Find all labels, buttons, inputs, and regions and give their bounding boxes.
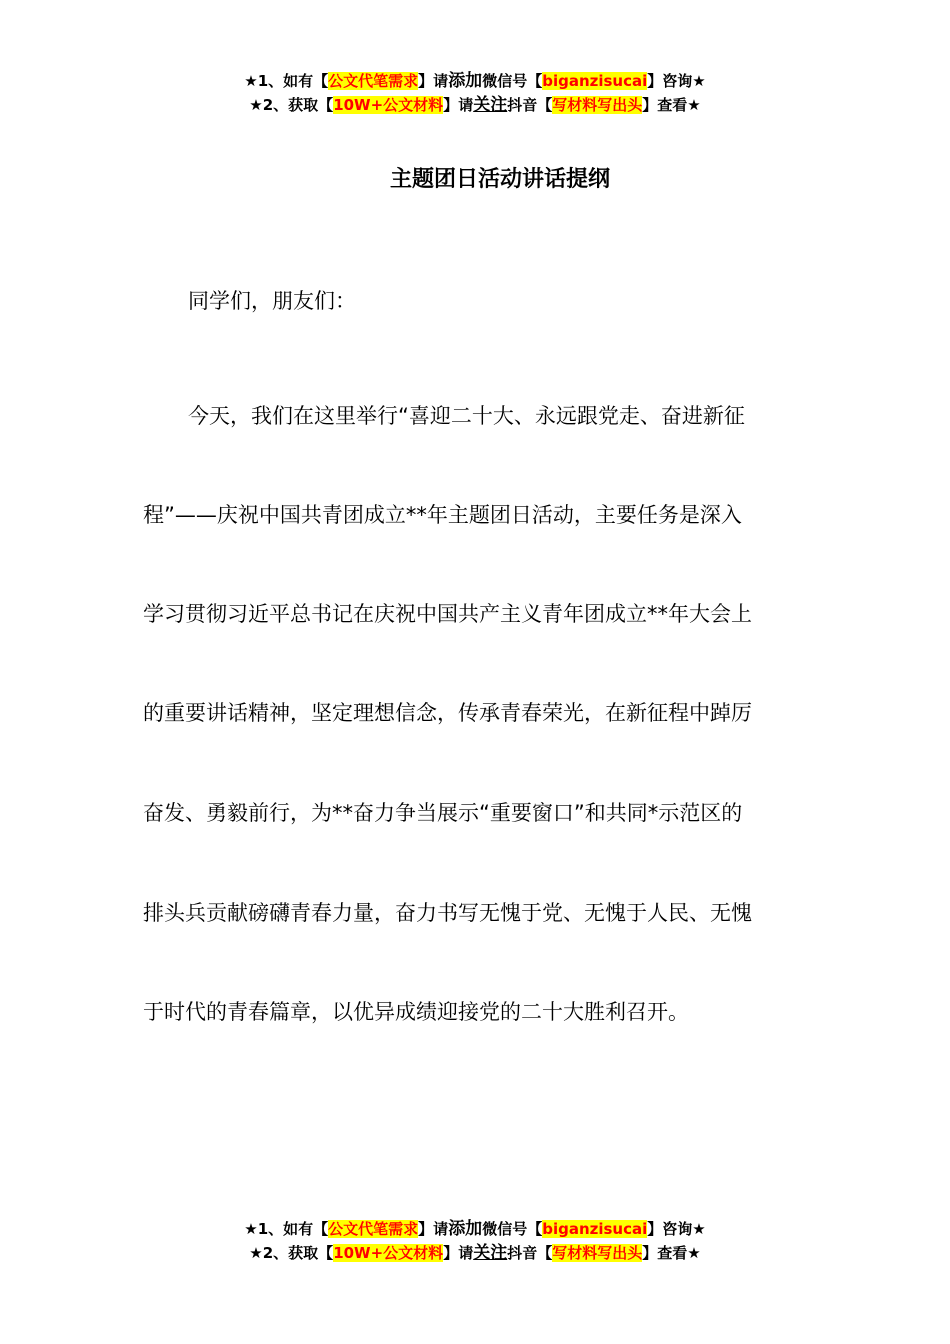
paragraph-line: 今天，我们在这里举行“喜迎二十大、永远跟党走、奋进新征 bbox=[188, 404, 745, 428]
banner-text: 】请 bbox=[418, 1220, 449, 1238]
banner-line-2 bbox=[0, 93, 950, 117]
banner-text: ★2、获取【 bbox=[249, 96, 334, 114]
banner-highlight: biganzisucai bbox=[542, 1220, 648, 1238]
banner-line-1 bbox=[0, 1217, 950, 1241]
document-title: 主题团日活动讲话提纲 bbox=[389, 167, 610, 192]
banner-emphasis: 关注 bbox=[473, 95, 508, 115]
paragraph-line: 奋发、勇毅前行，为**奋力争当展示“重要窗口”和共同*示范区的 bbox=[143, 801, 743, 825]
paragraph-line: 程”——庆祝中国共青团成立**年主题团日活动，主要任务是深入 bbox=[143, 503, 742, 527]
banner-highlight: 公文代笔需求 bbox=[328, 72, 419, 90]
banner-text: 】咨询★ bbox=[647, 1220, 706, 1238]
banner-highlight: 公文代笔需求 bbox=[328, 1220, 419, 1238]
banner-text: 微信号【 bbox=[482, 1220, 543, 1238]
banner-text: ★1、如有【 bbox=[244, 72, 329, 90]
paragraph-line: 的重要讲话精神，坚定理想信念，传承青春荣光，在新征程中踔厉 bbox=[143, 701, 752, 725]
banner-text: 微信号【 bbox=[482, 72, 543, 90]
banner-text: 】咨询★ bbox=[647, 72, 706, 90]
top-banner bbox=[0, 69, 950, 117]
banner-text: 】请 bbox=[443, 96, 474, 114]
banner-emphasis: 添加 bbox=[448, 71, 483, 91]
banner-highlight: 10W+公文材料 bbox=[333, 96, 444, 114]
banner-emphasis: 添加 bbox=[448, 1219, 483, 1239]
banner-text: ★2、获取【 bbox=[249, 1244, 334, 1262]
paragraph-line: 学习贯彻习近平总书记在庆祝中国共产主义青年团成立**年大会上 bbox=[143, 602, 752, 626]
banner-text: 抖音【 bbox=[507, 1244, 553, 1262]
paragraph-line: 排头兵贡献磅礴青春力量，奋力书写无愧于党、无愧于人民、无愧 bbox=[143, 901, 752, 925]
greeting: 同学们，朋友们： bbox=[188, 289, 356, 313]
banner-highlight: biganzisucai bbox=[542, 72, 648, 90]
banner-text: ★1、如有【 bbox=[244, 1220, 329, 1238]
banner-highlight: 写材料写出头 bbox=[552, 1244, 643, 1262]
banner-line-2 bbox=[0, 1241, 950, 1265]
banner-highlight: 10W+公文材料 bbox=[333, 1244, 444, 1262]
banner-text: 】请 bbox=[443, 1244, 474, 1262]
banner-line-1 bbox=[0, 69, 950, 93]
paragraph-line: 于时代的青春篇章，以优异成绩迎接党的二十大胜利召开。 bbox=[143, 1000, 689, 1024]
banner-text: 】请 bbox=[418, 72, 449, 90]
bottom-banner bbox=[0, 1217, 950, 1265]
banner-text: 抖音【 bbox=[507, 96, 553, 114]
banner-highlight: 写材料写出头 bbox=[552, 96, 643, 114]
banner-emphasis: 关注 bbox=[473, 1243, 508, 1263]
banner-text: 】查看★ bbox=[642, 96, 701, 114]
banner-text: 】查看★ bbox=[642, 1244, 701, 1262]
